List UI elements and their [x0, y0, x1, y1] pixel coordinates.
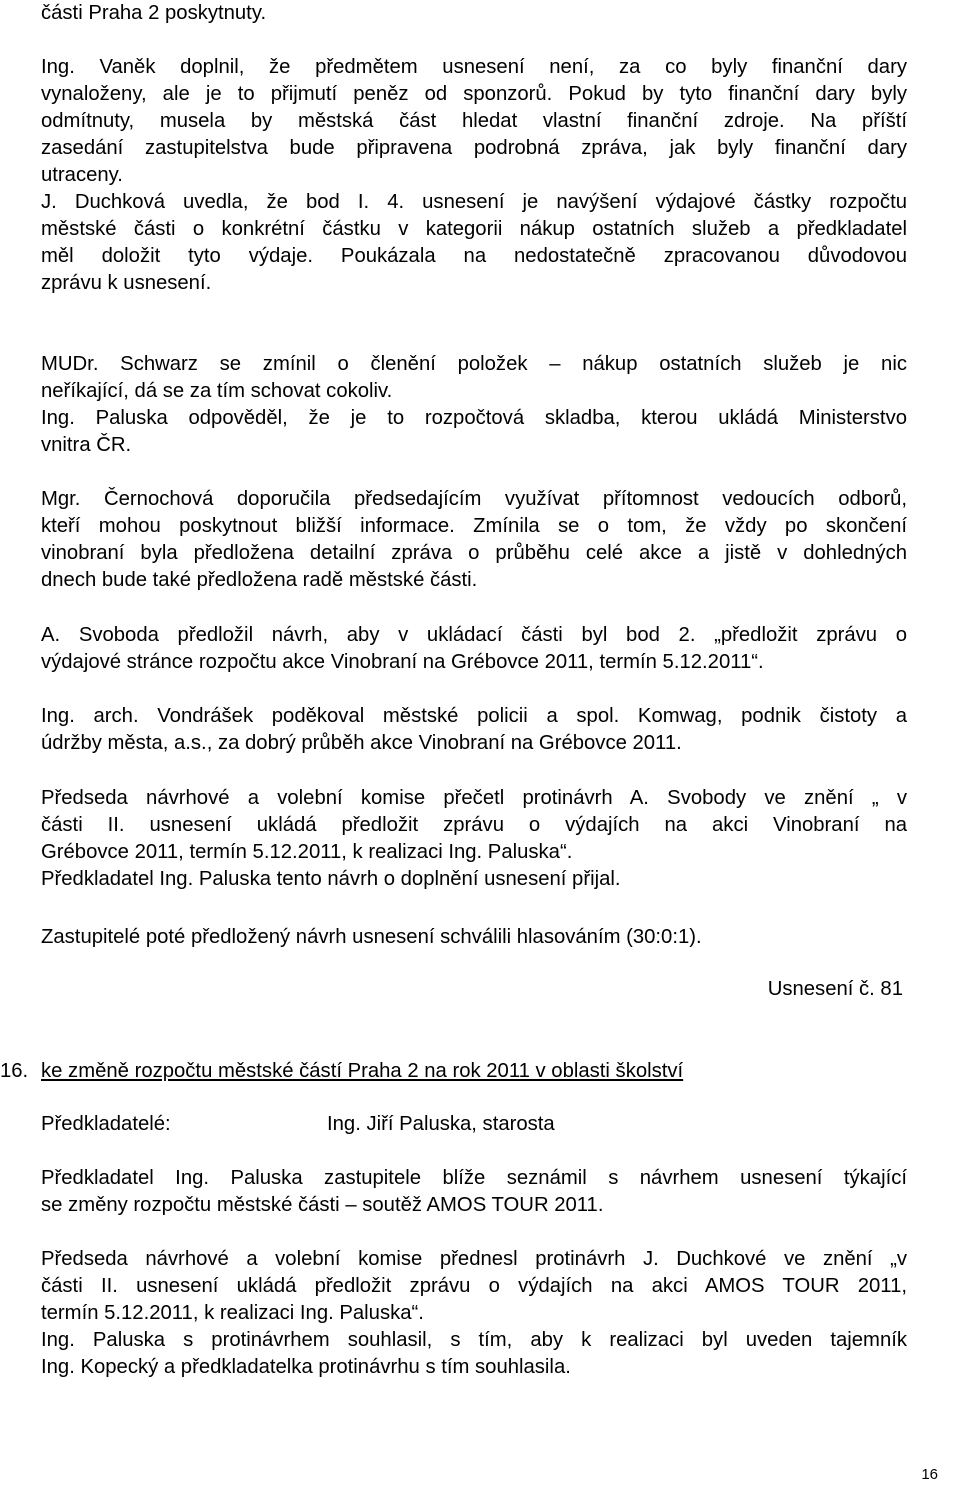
- paragraph-presenter-accepted: [41, 866, 907, 893]
- text-line: části II. usnesení ukládá předložit zprávu o výdajích na akci AMOS TOUR 2011,: [41, 1275, 907, 1297]
- presenters-label: Předkladatelé:: [41, 1113, 171, 1135]
- text-line: A. Svoboda předložil návrh, aby v ukládací části byl bod 2. „předložit zprávu o: [41, 624, 907, 646]
- paragraph-duchkova: [41, 189, 907, 297]
- text-line: Zastupitelé poté předložený návrh usnesení schválili hlasováním (30:0:1).: [41, 926, 702, 948]
- text-line: Ing. Paluska s protinávrhem souhlasil, s tím, aby k realizaci byl uveden tajemník: [41, 1329, 907, 1351]
- text-line: vinobraní byla předložena detailní zpráva o průběhu celé akce a jistě v dohledných: [41, 542, 907, 564]
- paragraph-section-counterproposal: [41, 1246, 907, 1327]
- text-line: vnitra ČR.: [41, 434, 132, 456]
- text-line: zprávu k usnesení.: [41, 272, 212, 294]
- paragraph-continuation: [41, 0, 907, 27]
- text-line: J. Duchková uvedla, že bod I. 4. usnesení je navýšení výdajové částky rozpočtu: [41, 191, 907, 213]
- paragraph-section-agreement: [41, 1327, 907, 1381]
- paragraph-vondrasek: [41, 703, 907, 757]
- paragraph-cernochova: [41, 486, 907, 594]
- text-line: městské části o konkrétní částku v kategorii nákup ostatních služeb a předkladatel: [41, 218, 907, 240]
- text-line: Ing. arch. Vondrášek poděkoval městské policii a spol. Komwag, podnik čistoty a: [41, 705, 907, 727]
- paragraph-schwarz: [41, 351, 907, 405]
- paragraph-vote: [41, 924, 907, 951]
- text-line: měl doložit tyto výdaje. Poukázala na nedostatečně zpracovanou důvodovou: [41, 245, 907, 267]
- section-title: ke změně rozpočtu městské částí Praha 2 na rok 2011 v oblasti školství: [41, 1060, 684, 1082]
- text-line: Předseda návrhové a volební komise přednesl protinávrh J. Duchkové ve znění „v: [41, 1248, 907, 1270]
- text-line: vynaloženy, ale je to přijmutí peněz od sponzorů. Pokud by tyto finanční dary byly: [41, 83, 907, 105]
- paragraph-commission-counterproposal: [41, 785, 907, 866]
- text-line: neříkající, dá se za tím schovat cokoliv.: [41, 380, 393, 402]
- page-number: 16: [921, 1466, 938, 1483]
- text-line: výdajové stránce rozpočtu akce Vinobraní na Grébovce 2011, termín 5.12.2011“.: [41, 651, 764, 673]
- text-line: Ing. Vaněk doplnil, že předmětem usnesení není, za co byly finanční dary: [41, 56, 907, 78]
- resolution-number: Usnesení č. 81: [767, 978, 903, 1000]
- text-line: Předkladatel Ing. Paluska tento návrh o doplnění usnesení přijal.: [41, 868, 621, 890]
- presenters-value: Ing. Jiří Paluska, starosta: [327, 1113, 555, 1135]
- paragraph-vanek: [41, 54, 907, 189]
- text-line: utraceny.: [41, 164, 123, 186]
- text-line: Ing. Kopecký a předkladatelka protinávrhu s tím souhlasila.: [41, 1356, 571, 1378]
- section-number: 16.: [0, 1060, 29, 1082]
- text-line: části Praha 2 poskytnuty.: [41, 2, 267, 24]
- text-line: termín 5.12.2011, k realizaci Ing. Paluska“.: [41, 1302, 424, 1324]
- text-line: odmítnuty, musela by městská část hledat vlastní finanční zdroje. Na příští: [41, 110, 907, 132]
- text-line: části II. usnesení ukládá předložit zprávu o výdajích na akci Vinobraní na: [41, 814, 907, 836]
- text-line: Předseda návrhové a volební komise přečetl protinávrh A. Svobody ve znění „ v: [41, 787, 907, 809]
- text-line: Předkladatel Ing. Paluska zastupitele blíže seznámil s návrhem usnesení týkající: [41, 1167, 907, 1189]
- paragraph-paluska-reply: [41, 405, 907, 459]
- text-line: dnech bude také předložena radě městské části.: [41, 569, 478, 591]
- text-line: se změny rozpočtu městské části – soutěž AMOS TOUR 2011.: [41, 1194, 604, 1216]
- text-line: Ing. Paluska odpověděl, že je to rozpočtová skladba, kterou ukládá Ministerstvo: [41, 407, 907, 429]
- paragraph-svoboda: [41, 622, 907, 676]
- text-line: kteří mohou poskytnout bližší informace. Zmínila se o tom, že vždy po skončení: [41, 515, 907, 537]
- text-line: Grébovce 2011, termín 5.12.2011, k realizaci Ing. Paluska“.: [41, 841, 573, 863]
- text-line: Mgr. Černochová doporučila předsedajícím využívat přítomnost vedoucích odborů,: [41, 488, 907, 510]
- text-line: zasedání zastupitelstva bude připravena podrobná zpráva, jak byly finanční dary: [41, 137, 907, 159]
- text-line: údržby města, a.s., za dobrý průběh akce Vinobraní na Grébovce 2011.: [41, 732, 682, 754]
- paragraph-section-intro: [41, 1165, 907, 1219]
- text-line: MUDr. Schwarz se zmínil o členění položek – nákup ostatních služeb je nic: [41, 353, 907, 375]
